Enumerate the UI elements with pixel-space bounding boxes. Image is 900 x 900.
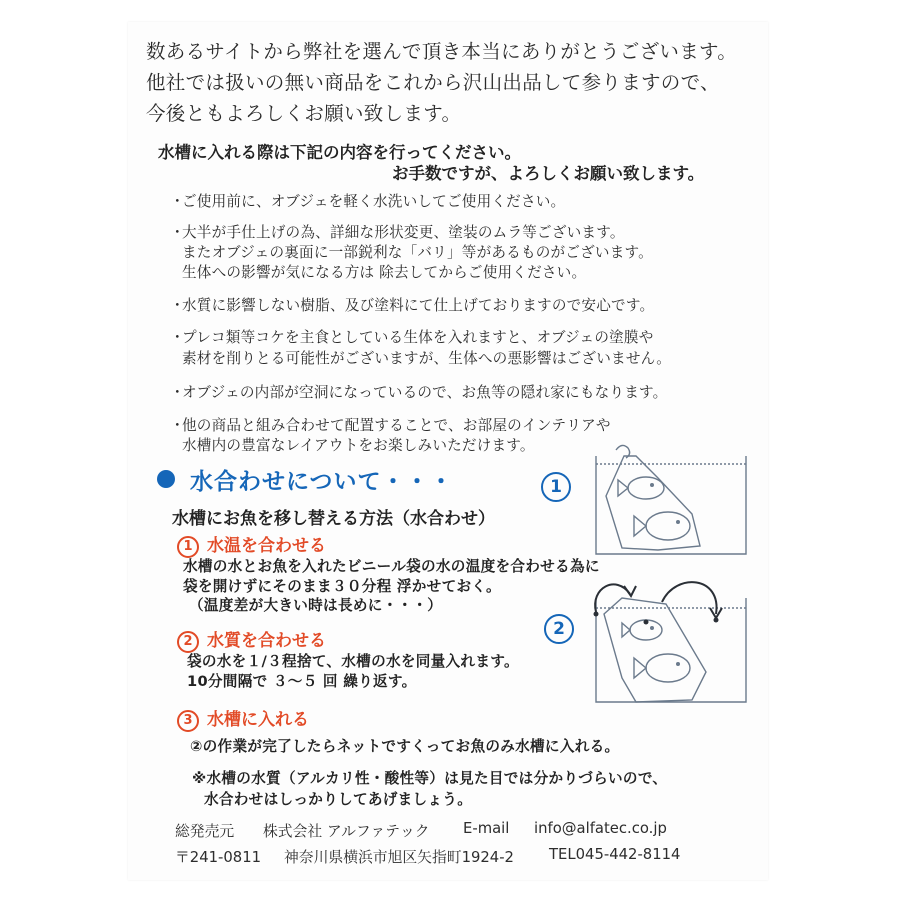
bullet-item — [170, 381, 667, 402]
note-line: 水合わせはしっかりしてあげましょう。 — [204, 791, 473, 808]
bullet-text: ご使用前に、オブジェを軽く水洗いしてご使用ください。 — [182, 193, 566, 210]
step-number: 2 — [177, 631, 199, 653]
step-line: 袋を開けずにそのまま３０分程 浮かせておく。 — [183, 577, 501, 595]
bullet-text: 水槽内の豊富なレイアウトをお楽しみいただけます。 — [182, 437, 535, 454]
section-subtitle: 水槽にお魚を移し替える方法（水合わせ） — [172, 509, 495, 529]
step-number: 1 — [177, 536, 199, 558]
step-3-title — [177, 705, 309, 732]
bullet-mark: ・ — [170, 224, 185, 241]
note-line: ※水槽の水質（アルカリ性・酸性等）は見た目では分かりづらいので、 — [192, 770, 668, 787]
bullet-item — [170, 223, 653, 283]
intro-line: 数あるサイトから弊社を選んで頂き本当にありがとうございます。 — [146, 40, 738, 63]
bullet-text: オブジェの内部が空洞になっているので、お魚等の隠れ家にもなります。 — [182, 384, 668, 401]
intro-line: 他社では扱いの無い商品をこれから沢山出品して参りますので、 — [146, 71, 720, 94]
telephone: TEL045-442-8114 — [549, 846, 681, 863]
bullet-mark: ・ — [170, 417, 185, 434]
figure-2-label: 2 — [544, 614, 574, 644]
step-title-text: 水槽に入れる — [207, 710, 309, 730]
bullet-text: 他の商品と組み合わせて配置することで、お部屋のインテリアや — [182, 417, 611, 434]
arrow-curve — [662, 582, 717, 614]
step-title-text: 水質を合わせる — [207, 631, 326, 651]
bullet-text: 水質に影響しない樹脂、及び塗料にて仕上げておりますので安心です。 — [182, 297, 655, 314]
step-1-title — [177, 531, 326, 558]
bullet-item — [170, 190, 565, 211]
step-line: 水槽の水とお魚を入れたビニール袋の水の温度を合わせる為に — [183, 558, 600, 575]
step-line: （温度差が大きい時は長めに・・・） — [189, 597, 443, 614]
postal-code: 〒241-0811 — [175, 849, 262, 866]
bullet-mark: ・ — [170, 329, 185, 346]
intro-line: 今後ともよろしくお願い致します。 — [146, 102, 462, 125]
bullet-text: 大半が手仕上げの為、詳細な形状変更、塗装のムラ等ございます。 — [182, 224, 625, 241]
notice-line: お手数ですが、よろしくお願い致します。 — [392, 164, 705, 183]
blue-dot-icon — [157, 470, 175, 488]
bag-outline — [604, 598, 706, 702]
step-title-text: 水温を合わせる — [207, 536, 326, 556]
tank-water-exchange-illustration — [576, 568, 762, 708]
step-number: 3 — [177, 710, 199, 732]
step-1-body — [183, 557, 600, 616]
bullet-item — [170, 327, 671, 369]
email-label: E-mail — [463, 820, 510, 837]
bullet-text: プレコ類等コケを主食としている生体を入れますと、オブジェの塗膜や — [182, 329, 654, 346]
bullet-text: またオブジェの裏面に一部鋭利な「バリ」等があるものがございます。 — [182, 244, 653, 261]
step-line: 10分間隔で ３～５ 回 繰り返す。 — [187, 673, 417, 690]
note — [192, 768, 667, 810]
arrow-head — [624, 586, 636, 596]
bullet-mark: ・ — [170, 193, 185, 210]
company-name: 株式会社 アルファテック — [263, 823, 430, 840]
notice-line: 水槽に入れる際は下記の内容を行ってください。 — [158, 143, 521, 162]
distributor-label: 総発売元 — [175, 823, 235, 840]
step-2-title — [177, 626, 326, 653]
bullet-text: 素材を削りとる可能性がございますが、生体への悪影響はございません。 — [182, 350, 672, 367]
bullet-text: 生体への影響が気になる方は 除去してからご使用ください。 — [182, 264, 587, 281]
section-title: 水合わせについて・・・ — [190, 469, 454, 495]
bullet-mark: ・ — [170, 297, 185, 314]
bullet-item — [170, 416, 611, 456]
address: 神奈川県横浜市旭区矢指町1924-2 — [284, 849, 514, 866]
figure-1-label: 1 — [541, 472, 571, 502]
step-3-body: ②の作業が完了したらネットですくってお魚のみ水槽に入れる。 — [190, 738, 620, 755]
step-line: 袋の水を１/３程捨て、水槽の水を同量入れます。 — [187, 653, 519, 670]
bullet-mark: ・ — [170, 384, 185, 401]
tank-bag-float-illustration — [588, 436, 758, 566]
bullet-item — [170, 294, 654, 315]
step-2-body — [187, 652, 519, 692]
email-address: info@alfatec.co.jp — [534, 820, 667, 837]
